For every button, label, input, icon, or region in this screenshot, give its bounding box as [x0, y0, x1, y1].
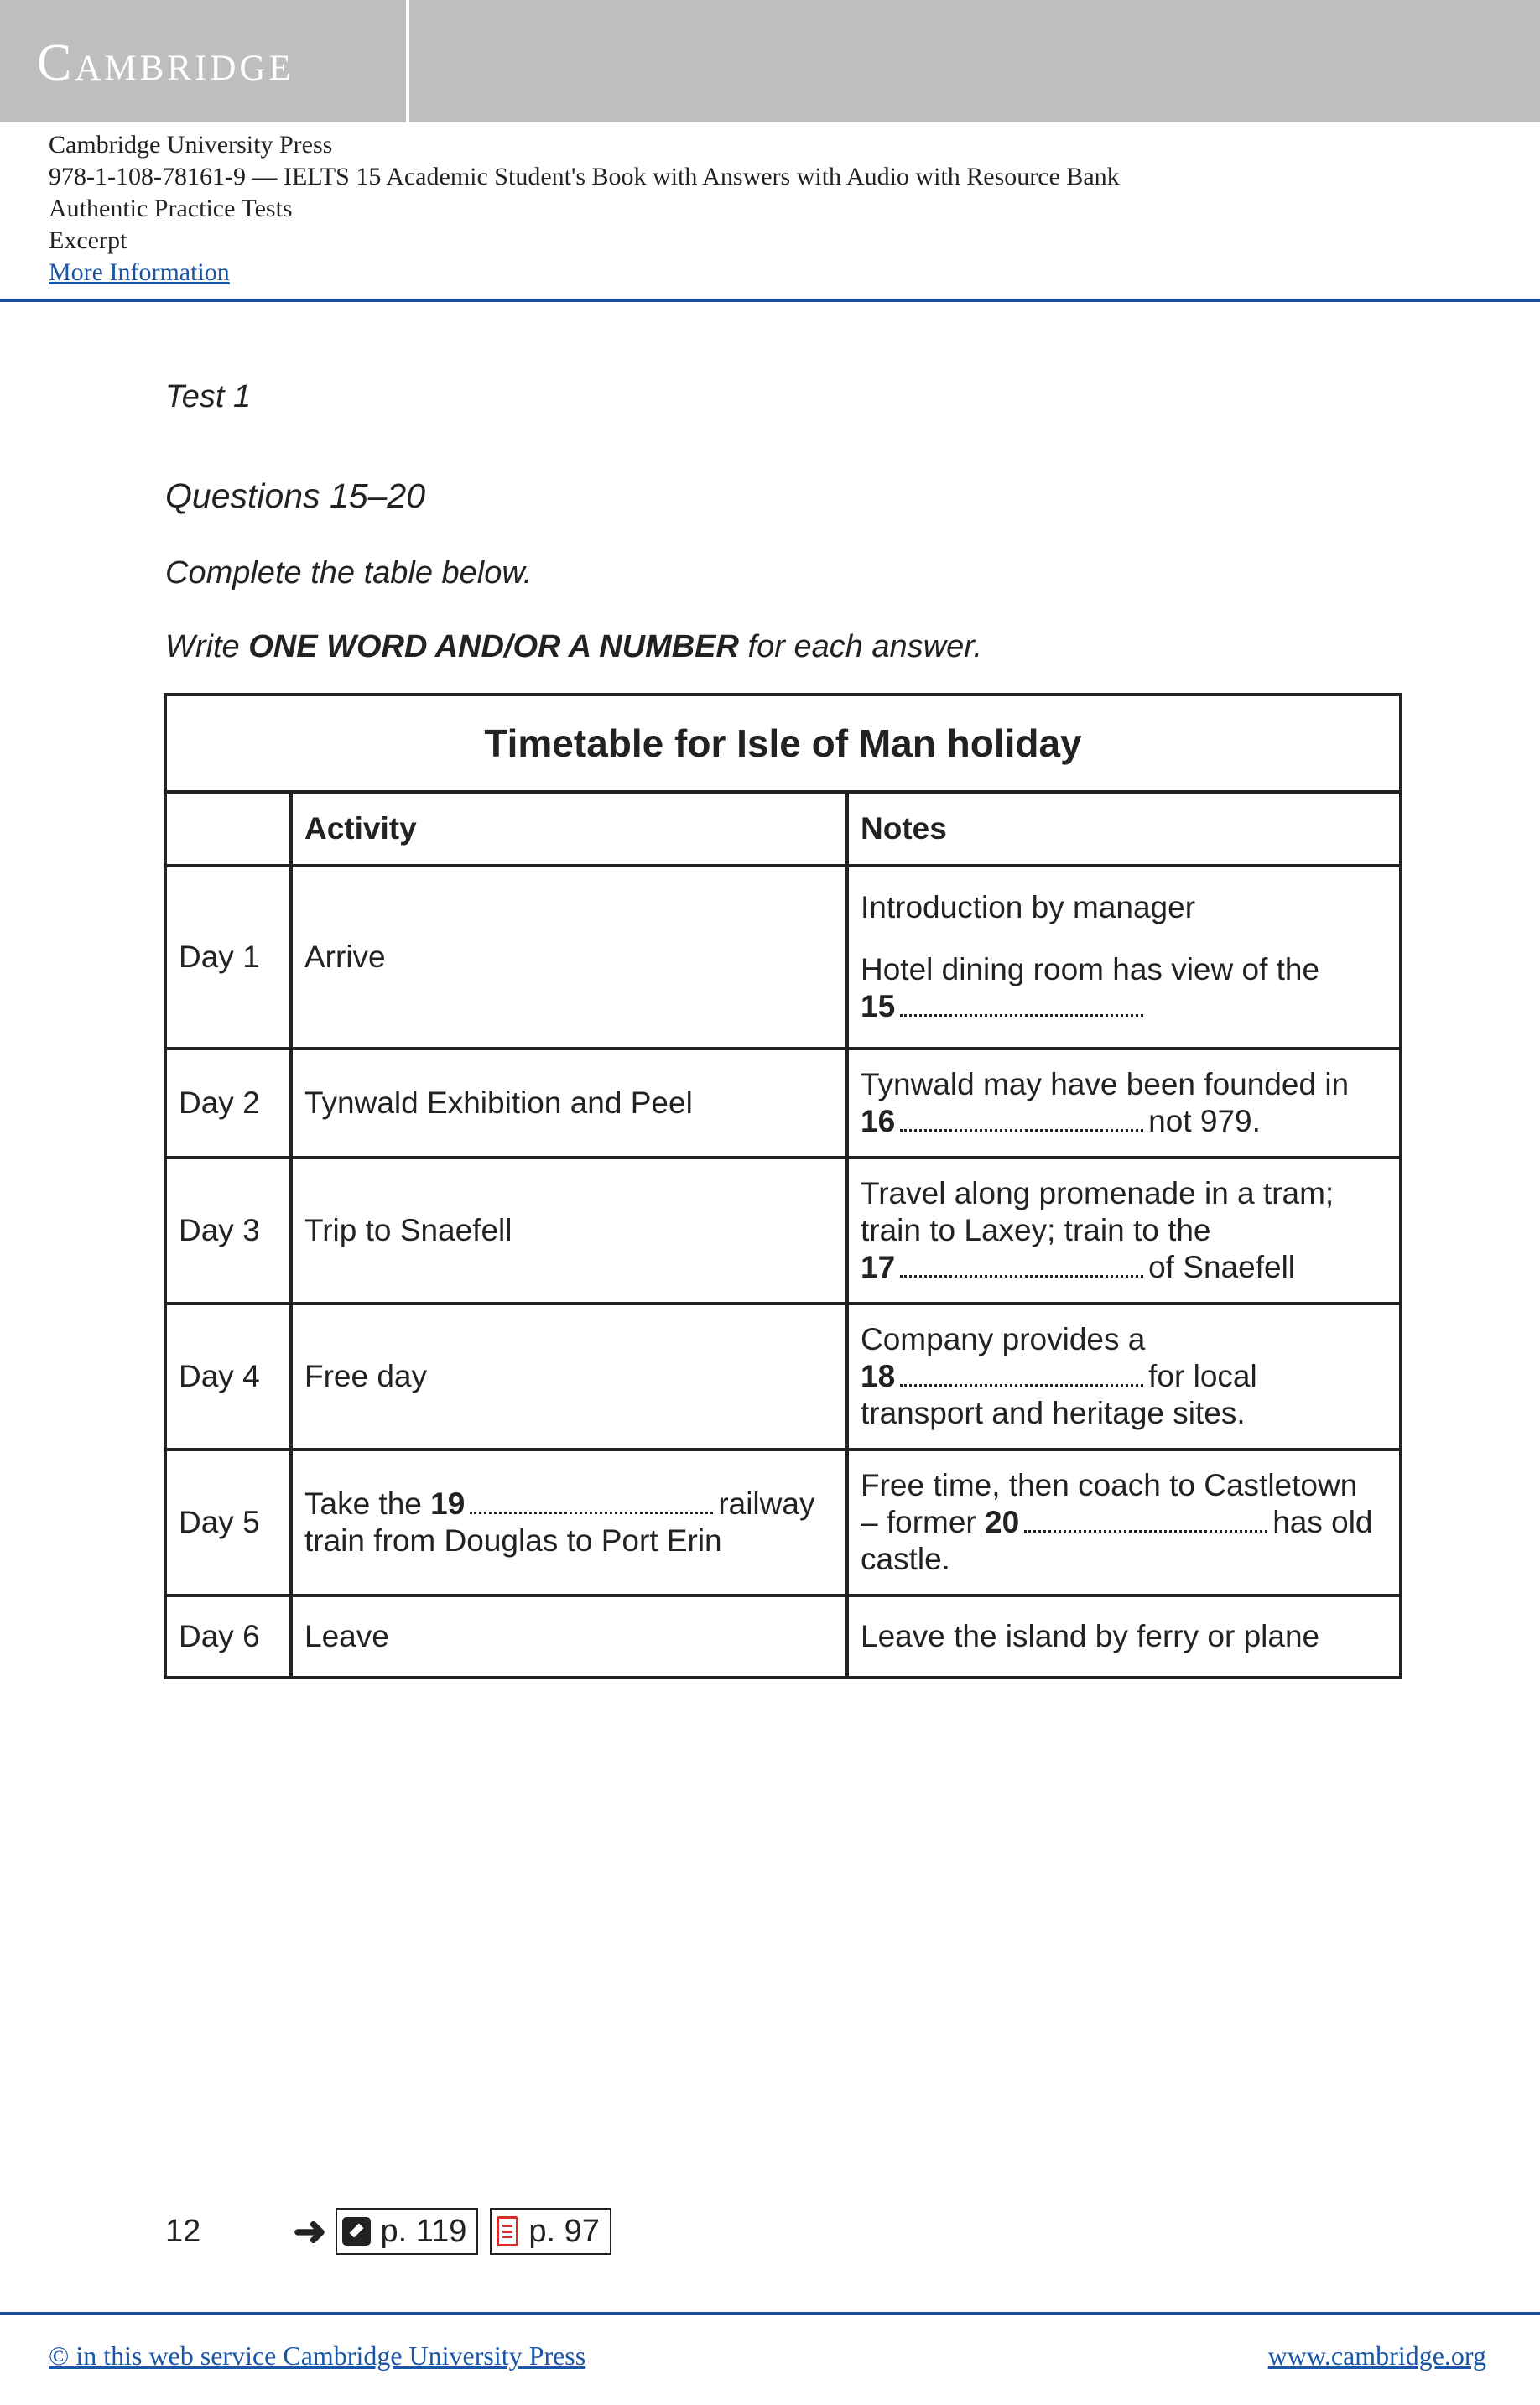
answer-blank	[900, 1014, 1143, 1017]
logo-panel	[0, 0, 409, 122]
header-divider	[0, 299, 1540, 302]
note-line: Free time, then coach to Castletown	[861, 1468, 1358, 1502]
note-text: has old	[1272, 1505, 1373, 1539]
question-number: 15	[861, 989, 896, 1023]
note-line: Company provides a	[861, 1322, 1146, 1356]
day-cell: Day 4	[165, 1304, 291, 1450]
activity-cell: Arrive	[291, 866, 847, 1049]
table-row	[165, 866, 1401, 1049]
write-post: for each answer.	[747, 629, 983, 664]
note-line: Introduction by manager	[861, 890, 1196, 924]
day-cell: Day 6	[165, 1596, 291, 1678]
book-title: 978-1-108-78161-9 — IELTS 15 Academic Student's Book with Answers with Audio with Resource Bank	[49, 163, 1120, 190]
audioscript-page: p. 97	[528, 2213, 600, 2249]
answer-blank	[900, 1275, 1143, 1278]
notes-cell: Leave the island by ferry or plane	[847, 1596, 1401, 1678]
page-footer-nav	[165, 2208, 623, 2255]
answer-blank	[1024, 1530, 1267, 1533]
table-row	[165, 1304, 1401, 1450]
day-cell: Day 1	[165, 866, 291, 1049]
audioscript-icon	[497, 2216, 518, 2246]
note-text: not 979.	[1148, 1104, 1261, 1138]
write-instruction	[165, 629, 982, 665]
table-title: Timetable for Isle of Man holiday	[165, 695, 1401, 792]
website-link[interactable]: www.cambridge.org	[1267, 2340, 1486, 2371]
publisher: Cambridge University Press	[49, 131, 333, 159]
question-number: 17	[861, 1250, 896, 1284]
page-number: 12	[165, 2213, 201, 2249]
arrow-right-icon: ➜	[293, 2210, 327, 2254]
question-number: 20	[985, 1505, 1020, 1539]
notes-header: Notes	[847, 792, 1401, 866]
notes-cell	[847, 1450, 1401, 1596]
series-name: Authentic Practice Tests	[49, 195, 293, 222]
copyright-link[interactable]: © in this web service Cambridge University Press	[49, 2340, 586, 2371]
answer-key-reference[interactable]	[336, 2208, 479, 2255]
day-header	[165, 792, 291, 866]
answer-blank	[900, 1384, 1143, 1387]
activity-cell: Tynwald Exhibition and Peel	[291, 1049, 847, 1158]
note-text: – former	[861, 1505, 976, 1539]
question-number: 16	[861, 1104, 896, 1138]
cambridge-logo: Cambridge	[37, 34, 294, 91]
day-cell: Day 5	[165, 1450, 291, 1596]
activity-text: Take the	[304, 1486, 422, 1521]
header-banner	[0, 0, 1540, 122]
notes-cell	[847, 1049, 1401, 1158]
notes-cell	[847, 1304, 1401, 1450]
note-line: Travel along promenade in a tram;	[861, 1176, 1334, 1210]
write-pre: Write	[165, 629, 240, 664]
activity-cell	[291, 1450, 847, 1596]
answer-blank	[900, 1129, 1143, 1132]
note-text: for local	[1148, 1359, 1257, 1393]
activity-header: Activity	[291, 792, 847, 866]
instruction: Complete the table below.	[165, 555, 533, 591]
activity-text: railway	[718, 1486, 815, 1521]
activity-cell: Trip to Snaefell	[291, 1158, 847, 1304]
answer-key-icon	[342, 2217, 371, 2246]
question-number: 19	[430, 1486, 466, 1521]
activity-text: train from Douglas to Port Erin	[304, 1523, 722, 1558]
note-line: castle.	[861, 1542, 950, 1576]
book-metadata	[49, 129, 1120, 289]
answer-blank	[470, 1512, 713, 1514]
questions-heading: Questions 15–20	[165, 476, 426, 515]
table-row	[165, 1049, 1401, 1158]
note-line: train to Laxey; train to the	[861, 1213, 1211, 1247]
excerpt-label: Excerpt	[49, 226, 127, 254]
day-cell: Day 2	[165, 1049, 291, 1158]
note-line: Tynwald may have been founded in	[861, 1067, 1350, 1101]
notes-cell	[847, 866, 1401, 1049]
table-row	[165, 1450, 1401, 1596]
write-bold: ONE WORD AND/OR A NUMBER	[248, 629, 739, 664]
audioscript-reference[interactable]	[490, 2208, 611, 2255]
table-row	[165, 1596, 1401, 1678]
question-number: 18	[861, 1359, 896, 1393]
more-information-link[interactable]: More Information	[49, 258, 230, 286]
notes-cell	[847, 1158, 1401, 1304]
note-line: transport and heritage sites.	[861, 1396, 1246, 1430]
table-row	[165, 1158, 1401, 1304]
footer-divider	[0, 2312, 1540, 2315]
timetable	[164, 693, 1402, 1679]
answer-key-page: p. 119	[380, 2213, 467, 2249]
day-cell: Day 3	[165, 1158, 291, 1304]
activity-cell: Leave	[291, 1596, 847, 1678]
note-line: Hotel dining room has view of the	[861, 952, 1320, 986]
activity-cell: Free day	[291, 1304, 847, 1450]
note-text: of Snaefell	[1148, 1250, 1296, 1284]
test-label: Test 1	[165, 379, 252, 414]
